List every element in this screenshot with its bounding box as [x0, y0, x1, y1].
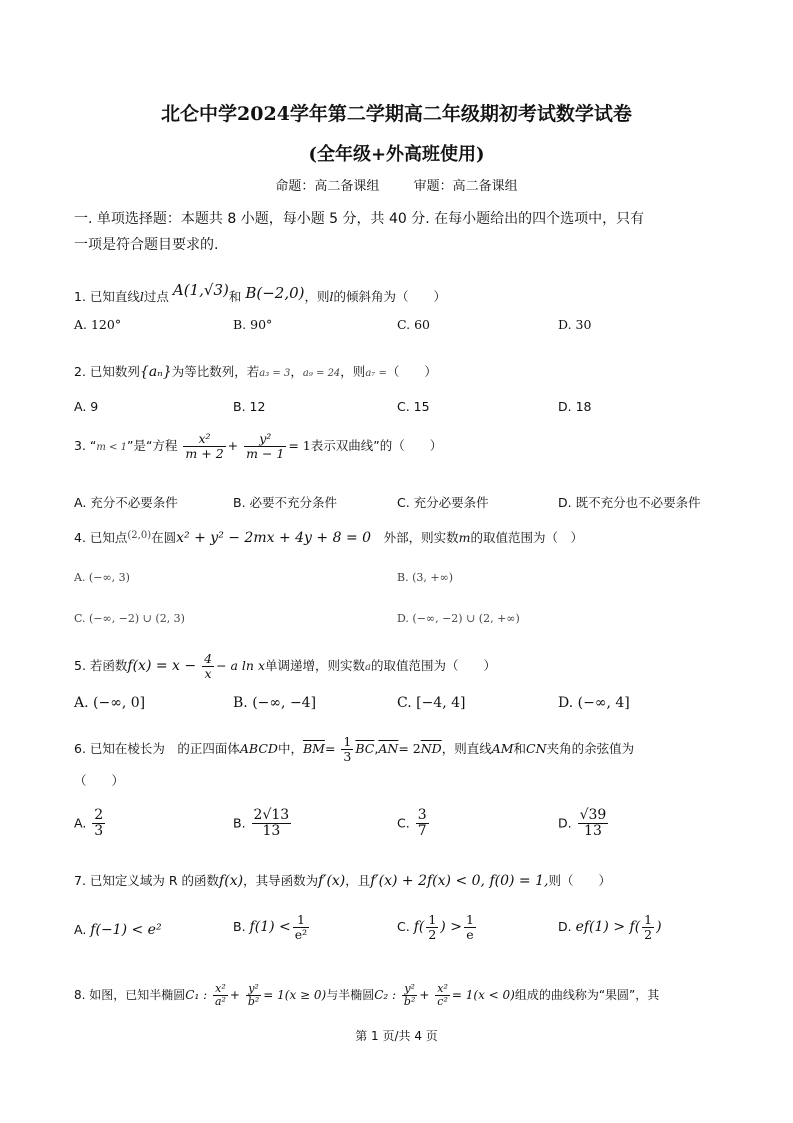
- q6-text: 6. 已知在棱长为 的正四面体: [74, 740, 240, 756]
- page-footer: 第 1 页/共 4 页: [355, 1029, 438, 1043]
- q6-option-d[interactable]: [558, 808, 610, 840]
- q6-vec-bm: $\overline{BM}$: [302, 740, 325, 756]
- section-heading-line1: 一. 单项选择题：本题共 8 小题，每小题 5 分，共 40 分. 在每小题给出的四个选项中，只有: [74, 211, 645, 227]
- q7-option-c[interactable]: [397, 913, 478, 942]
- q6-option-c-label: C.: [397, 815, 410, 831]
- q2-text: 2. 已知数列: [74, 364, 140, 379]
- q1-line-var-2: l: [329, 289, 334, 304]
- page-title: 北仑中学2024学年第二学期高二年级期初考试数学试卷: [161, 103, 632, 125]
- q7-option-b-label: B.: [233, 918, 246, 934]
- q3-option-b[interactable]: B. 必要不充分条件: [233, 495, 338, 510]
- q7-option-d-frac: [642, 913, 654, 942]
- q8-plus: +: [229, 988, 240, 1003]
- q6-option-a-num: 2: [94, 807, 104, 823]
- q7-option-b-den: e²: [294, 926, 308, 942]
- q2-option-c[interactable]: C. 15: [397, 399, 430, 414]
- q7-option-b-num: 1: [293, 913, 309, 928]
- q6-option-c-num: 3: [417, 807, 427, 823]
- q6-option-c-frac: [416, 808, 429, 840]
- q7-option-c-frac: [426, 913, 438, 942]
- q7-option-a-text: f(−1) < e²: [90, 922, 162, 938]
- q7-option-a-label: A.: [74, 922, 87, 937]
- q2-ask: （ ）: [386, 364, 437, 379]
- q7-option-d-text: ef(1) > f(: [575, 918, 641, 935]
- q4-text-post: 外部，则实数: [383, 530, 459, 545]
- q5-option-b[interactable]: B. (−∞, −4]: [233, 695, 317, 711]
- q8-frac-y-num: y²: [246, 983, 261, 996]
- q3-frac-y: [244, 432, 286, 461]
- q3-condition: m < 1: [96, 441, 127, 453]
- q5-option-c[interactable]: C. [−4, 4]: [397, 695, 466, 711]
- q4-ask: 的取值范围为（ ）: [470, 530, 583, 545]
- q7-option-b[interactable]: [233, 913, 311, 942]
- q7-option-c-text: f(: [413, 918, 425, 935]
- q5-text-post: 单调递增，则实数: [265, 657, 366, 673]
- q1-and: 和: [228, 289, 242, 304]
- q1-ask: 的倾斜角为（ ）: [333, 289, 447, 304]
- q7-fprime: f′(x): [318, 873, 346, 889]
- q6-option-b[interactable]: [233, 808, 293, 840]
- q8-frac-x2-den: c²: [437, 995, 448, 1009]
- q7-option-b-text: f(1) <: [249, 918, 291, 935]
- q6-frac: [341, 735, 353, 764]
- reviewer-label: 审题：高二备课组: [413, 179, 518, 194]
- q8-c1: C₁ :: [185, 988, 208, 1003]
- q8-frac-y2-num: y²: [402, 983, 417, 996]
- q6-option-c[interactable]: [397, 808, 431, 840]
- q7-option-c-num2: 1: [465, 912, 474, 927]
- section-heading-line2: 一项是符合题目要求的.: [74, 237, 219, 253]
- q4-point: (2,0): [127, 530, 152, 541]
- q3-option-a[interactable]: A. 充分不必要条件: [74, 495, 178, 510]
- question-4: [74, 528, 734, 546]
- q6-frac-den: 3: [343, 748, 352, 764]
- question-8: [74, 983, 734, 1008]
- q8-frac-y: [246, 983, 261, 1008]
- q8-frac-x2-num: x²: [437, 982, 448, 995]
- q1-then: ，则: [304, 289, 330, 304]
- q2-a9: a₉ = 24: [302, 368, 341, 379]
- q6-and: 和: [513, 740, 527, 756]
- q7-option-c-text2: ) >: [440, 918, 462, 935]
- q8-frac-x2: [435, 983, 450, 1008]
- q5-frac: [202, 652, 214, 681]
- q3-frac-x: [183, 432, 225, 461]
- q2-sequence: {aₙ}: [139, 364, 172, 380]
- q3-option-c[interactable]: C. 充分必要条件: [397, 495, 489, 510]
- q6-option-d-den: 13: [584, 823, 602, 840]
- q3-ask: 表示双曲线”的（ ）: [310, 437, 443, 453]
- q3-frac-y-num: y²: [244, 432, 286, 447]
- q6-option-a-den: 3: [94, 823, 104, 840]
- q4-text-mid: 在圆: [151, 530, 177, 545]
- q8-frac-x: [213, 983, 228, 1008]
- q6-option-b-label: B.: [233, 815, 246, 831]
- q6-option-b-den: 13: [262, 823, 281, 840]
- q5-frac-den: x: [204, 665, 212, 681]
- q8-cond1: = 1(x ≥ 0): [263, 988, 327, 1003]
- q2-option-b[interactable]: B. 12: [233, 399, 266, 414]
- q3-frac-y-den: m − 1: [246, 445, 285, 461]
- q6-option-d-label: D.: [558, 815, 572, 831]
- q3-text-mid: ”是“方程: [126, 437, 178, 453]
- q6-vec-bc: $\overline{BC}$: [355, 740, 375, 756]
- q3-eq-end: = 1: [288, 437, 311, 453]
- q8-frac-y2: [402, 983, 417, 1008]
- q8-text-post: 组成的曲线称为“果圆”，其: [514, 988, 660, 1003]
- question-6: 6. 已知在棱长为 的正四面体ABCD中，$\overline{BM}=$ $\frac{1}{3}$ $\overline{BC},\overline{AN}= 2\overline{ND}$，则直线AM和CN夹角的余弦值为: [74, 734, 635, 764]
- q6-option-b-num: 2√13: [253, 807, 290, 823]
- q6-cn: CN: [526, 740, 547, 756]
- q7-option-d-label: D.: [558, 918, 572, 934]
- q4-circle-eq: x² + y² − 2mx + 4y + 8 = 0: [176, 530, 372, 546]
- q3-option-d[interactable]: D. 既不充分也不必要条件: [558, 495, 701, 510]
- section-heading: [74, 206, 724, 258]
- q6-eq: =: [324, 740, 336, 756]
- q7-option-c-den2: e: [466, 926, 474, 942]
- q5-text: 5. 若函数: [74, 657, 128, 673]
- q5-func-tail: − a ln x: [216, 657, 266, 673]
- q7-condition: f′(x) + 2f(x) < 0, f(0) = 1,: [370, 873, 549, 889]
- q6-eq2: = 2: [398, 740, 421, 756]
- q5-a: a: [365, 661, 371, 673]
- q8-frac-y2-den: b²: [403, 995, 416, 1009]
- q4-option-c[interactable]: C. (−∞, −2) ∪ (2, 3): [74, 612, 185, 625]
- q6-option-d-num: √39: [579, 807, 607, 823]
- q6-option-a-label: A.: [74, 815, 87, 831]
- q8-frac-x-den: a²: [214, 995, 226, 1009]
- q3-frac-x-num: x²: [183, 432, 225, 447]
- q1-option-b[interactable]: B. 90°: [233, 317, 273, 332]
- q7-option-d-den: 2: [644, 926, 653, 942]
- q4-m: m: [458, 530, 471, 545]
- q7-option-c-num: 1: [428, 912, 437, 927]
- q6-ask: 夹角的余弦值为: [546, 740, 635, 756]
- q6-vec-an: $\overline{AN}$: [378, 740, 399, 756]
- q6-text-mid: 中，: [277, 740, 303, 756]
- q2-then: ，则: [340, 364, 366, 379]
- q3-frac-x-den: m + 2: [185, 445, 224, 461]
- q1-option-d[interactable]: D. 30: [558, 317, 592, 332]
- q5-ask: 的取值范围为（ ）: [371, 657, 497, 673]
- q4-option-d[interactable]: D. (−∞, −2) ∪ (2, +∞): [397, 612, 520, 625]
- q8-text: 8. 如图，已知半椭圆: [74, 988, 186, 1003]
- q7-text: 7. 已知定义域为 R 的函数: [74, 873, 220, 888]
- q7-text-mid: ，其导函数为: [243, 873, 319, 888]
- q7-ask: 则（ ）: [548, 873, 611, 888]
- q7-option-c-den: 2: [428, 926, 437, 942]
- q2-text-mid: 为等比数列，若: [171, 364, 260, 379]
- q7-option-d[interactable]: [558, 913, 662, 942]
- q8-plus-2: +: [419, 988, 430, 1003]
- q1-text: 1. 已知直线: [74, 289, 140, 304]
- page-subtitle: (全年级+外高班使用): [308, 144, 485, 165]
- q6-option-d-frac: [578, 808, 609, 840]
- question-1: [74, 281, 734, 305]
- q6-abcd: ABCD: [239, 740, 278, 756]
- q1-point-a: A(1,√3): [172, 281, 229, 299]
- q6-option-b-frac: [252, 808, 292, 840]
- q7-option-d-num: 1: [644, 912, 653, 927]
- q2-a3: a₃ = 3: [259, 368, 291, 379]
- q6-am: AM: [491, 740, 514, 756]
- q6-option-a-frac: [92, 808, 105, 840]
- q4-text: 4. 已知点: [74, 530, 128, 545]
- author-label: 命题：高二备课组: [275, 179, 380, 194]
- q1-option-c[interactable]: C. 60: [397, 317, 430, 332]
- q5-option-a[interactable]: A. (−∞, 0]: [74, 695, 146, 711]
- q7-option-b-frac: [293, 913, 309, 942]
- q1-option-a[interactable]: A. 120°: [74, 317, 122, 332]
- q6-frac-num: 1: [343, 734, 352, 749]
- q4-option-a[interactable]: A. (−∞, 3): [74, 571, 130, 584]
- authors-line: [0, 175, 793, 194]
- q5-func: f(x) = x −: [127, 657, 197, 674]
- q6-ask-line2: （ ）: [74, 773, 125, 788]
- q7-text-mid2: ，且: [345, 873, 371, 888]
- q5-option-d[interactable]: D. (−∞, 4]: [558, 695, 630, 711]
- question-5: [74, 652, 734, 681]
- question-7: [74, 871, 734, 889]
- q2-a7: a₇ =: [365, 368, 387, 379]
- q6-option-c-den: 7: [417, 823, 427, 840]
- q6-text-post: ，则直线: [441, 740, 492, 756]
- q8-text-mid: 与半椭圆: [326, 988, 375, 1003]
- q7-option-a[interactable]: [74, 922, 162, 938]
- q2-option-d[interactable]: D. 18: [558, 399, 592, 414]
- q5-frac-num: 4: [204, 651, 213, 666]
- q1-text-mid: 过点: [143, 289, 169, 304]
- q8-cond2: = 1(x < 0): [451, 988, 515, 1003]
- q8-frac-x-num: x²: [213, 983, 228, 996]
- question-2: 2. 已知数列{aₙ}为等比数列，若a₃ = 3，a₉ = 24，则a₇ =（ ）: [74, 364, 437, 380]
- q3-text: 3. “: [74, 437, 97, 453]
- q1-line-var: l: [139, 289, 144, 304]
- q2-option-a[interactable]: A. 9: [74, 399, 99, 414]
- question-3: 3. “m < 1”是“方程 $\frac{\text{x²}}{m + 2}$ + $\frac{\text{y²}}{m - 1}$ = 1表示双曲线”的（ ）: [74, 431, 443, 461]
- q6-vec-nd: $\overline{ND}$: [420, 740, 442, 756]
- q7-option-c-label: C.: [397, 918, 410, 934]
- q7-f: f(x): [219, 873, 244, 889]
- q7-option-d-text2: ): [656, 918, 662, 935]
- q1-point-b: B(−2,0): [245, 284, 305, 302]
- q7-option-c-frac2: [464, 913, 476, 942]
- q4-option-b[interactable]: B. (3, +∞): [397, 571, 454, 584]
- q8-c2: C₂ :: [374, 988, 397, 1003]
- q8-frac-y-den: b²: [247, 995, 260, 1009]
- q6-option-a[interactable]: [74, 808, 107, 840]
